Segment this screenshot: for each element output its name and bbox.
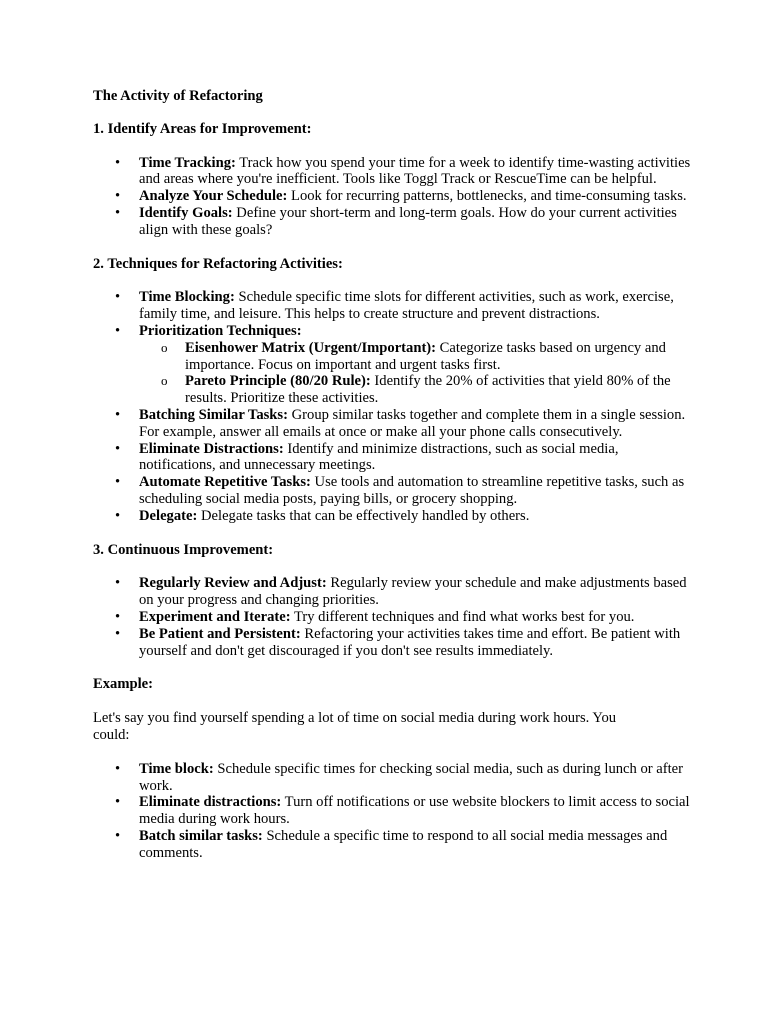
bullet-icon: • [115, 625, 121, 642]
identify-list [93, 155, 693, 239]
bullet-icon: • [115, 608, 121, 625]
item-label: Experiment and Iterate: [139, 608, 291, 625]
bullet-icon: • [115, 440, 121, 457]
item-text: Group similar tasks together and complete them in a single session. For example, answer all emails at once or make all your phone calls consecutively. [139, 406, 686, 440]
list-item [115, 440, 693, 475]
subitem-label: Pareto Principle (80/20 Rule): [185, 373, 371, 390]
list-item [115, 204, 693, 239]
list-item [115, 827, 693, 862]
item-label: Regularly Review and Adjust: [139, 575, 327, 592]
example-intro: Let's say you find yourself spending a lot of time on social media during work hours. You could: [93, 710, 617, 743]
document-title: The Activity of Refactoring [93, 88, 263, 104]
subitem-label: Eisenhower Matrix (Urgent/Important): [185, 339, 437, 356]
bullet-icon: • [115, 760, 121, 777]
list-item [115, 406, 693, 441]
item-label: Identify Goals: [139, 204, 233, 221]
bullet-icon: • [115, 322, 121, 339]
list-item [115, 625, 693, 660]
item-label: Automate Repetitive Tasks: [139, 474, 311, 491]
bullet-icon: • [115, 474, 121, 491]
subitem-text: Categorize tasks based on urgency and importance. Focus on important and urgent tasks first. [185, 339, 666, 373]
item-label: Time Blocking: [139, 289, 235, 306]
list-item [115, 507, 693, 525]
item-text: Look for recurring patterns, bottlenecks, and time-consuming tasks. [287, 188, 687, 205]
continuous-list [93, 575, 693, 659]
section-heading-continuous: 3. Continuous Improvement: [93, 541, 274, 558]
item-label: Batching Similar Tasks: [139, 406, 288, 423]
item-label: Time block: [139, 760, 214, 777]
item-text: Track how you spend your time for a week to identify time-wasting activities and areas where you're inefficient. Tools like Toggl Track or RescueTime can be helpful. [139, 154, 691, 188]
circle-bullet-icon: o [161, 373, 168, 389]
list-item [115, 575, 693, 609]
item-text: Define your short-term and long-term goals. How do your current activities align with these goals? [139, 204, 677, 238]
list-item [115, 608, 693, 626]
list-item [115, 188, 693, 205]
example-list [93, 761, 693, 862]
item-text: Try different techniques and find what works best for you. [290, 608, 635, 625]
item-text: Delegate tasks that can be effectively handled by others. [197, 507, 530, 524]
item-label: Prioritization Techniques: [139, 322, 302, 339]
sub-list-item [161, 373, 693, 407]
item-text: Regularly review your schedule and make adjustments based on your progress and changing priorities. [139, 575, 687, 609]
prioritization-sublist [139, 340, 693, 407]
item-text: Refactoring your activities takes time and effort. Be patient with yourself and don't get discouraged if you don't see results immediately. [139, 625, 681, 659]
bullet-icon: • [115, 188, 121, 205]
item-text: Schedule a specific time to respond to all social media messages and comments. [139, 827, 668, 861]
circle-bullet-icon: o [161, 339, 168, 355]
list-item [115, 322, 693, 407]
document-page [93, 88, 693, 878]
bullet-icon: • [115, 575, 121, 592]
bullet-icon: • [115, 507, 121, 524]
sub-list-item [161, 339, 693, 374]
item-label: Eliminate Distractions: [139, 440, 284, 457]
bullet-icon: • [115, 289, 121, 306]
item-text: Use tools and automation to streamline repetitive tasks, such as scheduling social media posts, paying bills, or grocery shopping. [139, 474, 685, 507]
item-label: Analyze Your Schedule: [139, 188, 288, 205]
example-heading: Example: [93, 676, 153, 693]
bullet-icon: • [115, 827, 121, 844]
list-item [115, 154, 693, 189]
section-heading-techniques: 2. Techniques for Refactoring Activities: [93, 255, 343, 272]
list-item [115, 289, 693, 323]
bullet-icon: • [115, 406, 121, 423]
item-label: Time Tracking: [139, 154, 236, 171]
section-heading-identify: 1. Identify Areas for Improvement: [93, 120, 312, 137]
item-label: Batch similar tasks: [139, 827, 263, 844]
item-text: Turn off notifications or use website blockers to limit access to social media during work hours. [139, 794, 690, 828]
bullet-icon: • [115, 204, 121, 221]
item-text: Schedule specific time slots for different activities, such as work, exercise, family time, and leisure. This helps to create structure and prevent distractions. [139, 289, 674, 323]
list-item [115, 760, 693, 795]
bullet-icon: • [115, 154, 121, 171]
item-text: Identify and minimize distractions, such as social media, notifications, and unnecessary meetings. [139, 440, 619, 474]
item-label: Eliminate distractions: [139, 794, 282, 811]
subitem-text: Identify the 20% of activities that yield 80% of the results. Prioritize these activities. [185, 373, 671, 407]
techniques-list [93, 289, 693, 524]
list-item [115, 794, 693, 828]
item-label: Be Patient and Persistent: [139, 625, 301, 642]
bullet-icon: • [115, 794, 121, 811]
list-item [115, 474, 693, 508]
item-text: Schedule specific times for checking social media, such as during lunch or after work. [139, 760, 684, 794]
item-label: Delegate: [139, 507, 198, 524]
